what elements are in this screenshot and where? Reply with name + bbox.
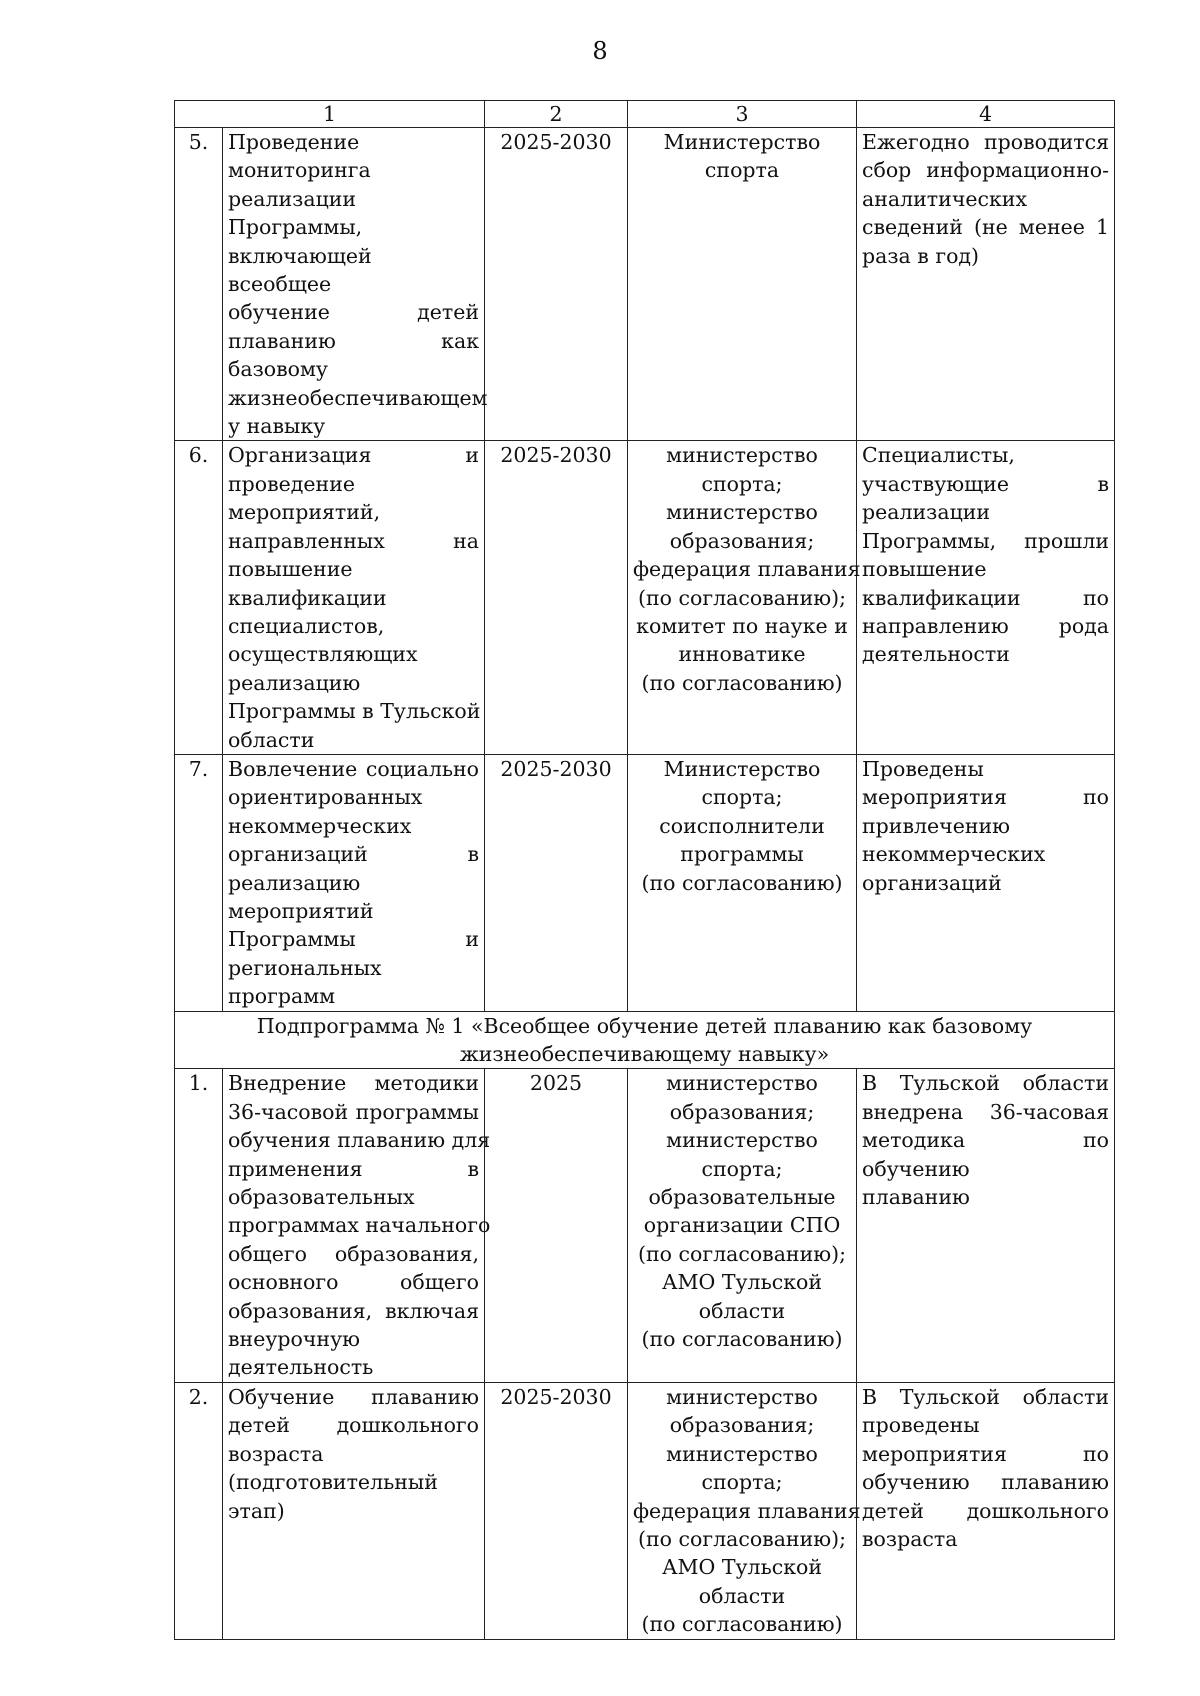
measure-name [223, 128, 488, 441]
executor-line: области [698, 1298, 786, 1323]
result-line: обучению плаванию [862, 1470, 1110, 1495]
result-line: Программы, прошли [862, 528, 1110, 553]
executor-line: АМО Тульской [661, 1270, 823, 1295]
executor-line: образовательные [648, 1185, 836, 1210]
measure-name-line: образования, включая [228, 1298, 480, 1323]
measure-name-line: организаций в [228, 842, 480, 867]
executor-line: АМО Тульской [661, 1555, 823, 1580]
measure-name-line: ориентированных [228, 785, 423, 810]
result-line: методика по обучению [862, 1128, 1110, 1181]
measure-name-line: реализации [228, 186, 357, 211]
responsible-executors [628, 128, 857, 441]
subprogram-title-line: Подпрограмма № 1 «Всеобщее обучение детей плаванию как базовому [256, 1013, 1033, 1038]
subprogram-header-row [175, 1011, 1115, 1069]
executor-line: организации СПО [643, 1213, 841, 1238]
measure-name-line: осуществляющих [228, 642, 418, 667]
subprogram-title [175, 1011, 1115, 1069]
measures-table [174, 100, 1115, 1640]
result-line: детей дошкольного [862, 1498, 1110, 1523]
result-line: привлечению [862, 813, 1011, 838]
measure-name-line: специалистов, [228, 613, 385, 638]
executor-line: (по согласованию) [641, 1612, 843, 1637]
result-line: плаванию [862, 1185, 970, 1210]
table-row [175, 1069, 1115, 1382]
result-line: проведены [862, 1413, 980, 1438]
measure-name-line: программ [228, 984, 336, 1009]
measure-name-line: Организация и [228, 443, 480, 468]
result-line: мероприятия по [862, 1441, 1110, 1466]
responsible-executors [628, 441, 861, 754]
table-row [175, 1382, 1115, 1639]
row-number: 6. [175, 441, 223, 754]
result-line: повышение [862, 557, 987, 582]
executor-line: спорта; [701, 1156, 783, 1181]
column-header-1: 1 [175, 101, 485, 128]
executor-line: федерация плавания [633, 1498, 861, 1523]
executor-line: (по согласованию) [641, 870, 843, 895]
measure-name-line: реализацию [228, 670, 361, 695]
measure-name-line: мероприятий [228, 898, 374, 923]
executor-line: (по согласованию) [641, 670, 843, 695]
executor-line: (по согласованию); [638, 1241, 847, 1266]
measure-name [223, 441, 485, 754]
subprogram-title-line: жизнеобеспечивающему навыку» [459, 1042, 830, 1066]
measure-name-line: жизнеобеспечивающем [228, 385, 488, 410]
measure-name-line: направленных на [228, 528, 480, 553]
implementation-period: 2025-2030 [485, 128, 628, 441]
page-number: 8 [592, 37, 608, 65]
executor-line: программы [680, 842, 804, 867]
measure-name [223, 1382, 485, 1639]
executor-line: министерство [666, 443, 818, 468]
measure-name-line: этап) [228, 1498, 285, 1523]
measure-name-line: обучение детей [228, 300, 480, 325]
result-line: квалификации по [862, 585, 1110, 610]
responsible-executors [628, 1382, 861, 1639]
executor-line: образования; [669, 1099, 815, 1124]
measure-name-line: региональных [228, 955, 382, 980]
result-line: Специалисты, [862, 443, 1015, 468]
implementation-period: 2025-2030 [485, 754, 628, 1011]
row-number: 2. [175, 1382, 223, 1639]
row-number: 7. [175, 754, 223, 1011]
measure-name-line: Проведение [228, 130, 360, 154]
executor-line: спорта; [701, 471, 783, 496]
result-line: аналитических [862, 186, 1028, 211]
result-line: возраста [862, 1526, 958, 1551]
measure-name [223, 1069, 491, 1382]
table-row [175, 754, 1115, 1011]
result-line: сбор информационно- [862, 158, 1110, 183]
expected-result [857, 128, 1115, 441]
result-line: Ежегодно проводится [862, 130, 1110, 154]
result-line: направлению рода [862, 613, 1110, 638]
executor-line: федерация плавания [633, 557, 861, 582]
expected-result [857, 441, 1115, 754]
measure-name-line: возраста [228, 1441, 324, 1466]
executor-line: министерство [666, 1128, 818, 1153]
measure-name-line: Программы в Тульской [228, 699, 481, 724]
executor-line: (по согласованию); [638, 585, 847, 610]
measure-name-line: (подготовительный [228, 1470, 438, 1495]
result-line: мероприятия по [862, 785, 1110, 810]
measure-name [223, 754, 485, 1011]
executor-line: образования; [669, 528, 815, 553]
table-row [175, 441, 1115, 754]
executor-line: образования; [669, 1413, 815, 1438]
executor-line: соисполнители [659, 813, 825, 838]
executor-line: спорта; [701, 785, 783, 810]
measure-name-line: деятельность [228, 1355, 374, 1380]
result-line: участвующие в [862, 471, 1110, 496]
measure-name-line: Внедрение методики [228, 1071, 480, 1096]
measure-name-line: Программы, [228, 215, 363, 240]
measure-name-line: образовательных [228, 1185, 415, 1210]
executor-line: области [698, 1583, 786, 1608]
result-line: деятельности [862, 642, 1010, 667]
result-line: сведений (не менее 1 [862, 215, 1110, 240]
measure-name-line: повышение [228, 557, 353, 582]
executor-line: министерство [666, 1071, 818, 1096]
measure-name-line: программах начального [228, 1213, 491, 1238]
measure-name-line: 36-часовой программы [228, 1099, 480, 1124]
measure-name-line: у навыку [228, 414, 326, 439]
implementation-period: 2025-2030 [485, 441, 628, 754]
measure-name-line: детей дошкольного [228, 1413, 480, 1438]
measure-name-line: внеурочную [228, 1327, 360, 1352]
executor-line: комитет по науке и [636, 613, 848, 638]
column-header-3: 3 [628, 101, 857, 128]
executor-line: (по согласованию) [641, 1327, 843, 1352]
measures-body [175, 128, 1115, 1012]
executor-line: Министерство [663, 130, 821, 154]
result-line: некоммерческих [862, 842, 1046, 867]
responsible-executors [628, 754, 857, 1011]
executor-line: Министерство [663, 756, 821, 781]
executor-line: министерство [666, 500, 818, 525]
expected-result [857, 1069, 1115, 1382]
measure-name-line: квалификации [228, 585, 387, 610]
result-line: внедрена 36-часовая [862, 1099, 1110, 1124]
measure-name-line: включающей всеобщее [228, 243, 372, 297]
executor-line: министерство [666, 1384, 818, 1409]
result-line: Проведены [862, 756, 984, 781]
measure-name-line: Вовлечение социально [228, 756, 480, 781]
measure-name-line: Программы и [228, 927, 480, 952]
expected-result [857, 1382, 1115, 1639]
column-numbers-row [175, 101, 1115, 128]
result-line: реализации [862, 500, 991, 525]
result-line: В Тульской области [862, 1071, 1110, 1096]
row-number: 1. [175, 1069, 223, 1382]
executor-line: министерство [666, 1441, 818, 1466]
table-row [175, 128, 1115, 441]
measure-name-line: мероприятий, [228, 500, 381, 525]
subprogram-measures-body [175, 1069, 1115, 1639]
measure-name-line: применения в [228, 1156, 480, 1181]
result-line: раза в год) [862, 243, 980, 268]
executor-line: инноватике [678, 642, 806, 667]
measure-name-line: мониторинга [228, 158, 371, 183]
column-header-4: 4 [857, 101, 1115, 128]
measure-name-line: общего образования, [228, 1241, 480, 1266]
measure-name-line: реализацию [228, 870, 361, 895]
measure-name-line: области [228, 727, 315, 752]
expected-result [857, 754, 1115, 1011]
subprogram-section [175, 1011, 1115, 1069]
executor-line: (по согласованию); [638, 1526, 847, 1551]
row-number: 5. [175, 128, 223, 441]
measure-name-line: Обучение плаванию [228, 1384, 480, 1409]
result-line: организаций [862, 870, 1002, 895]
column-header-2: 2 [485, 101, 628, 128]
measure-name-line: обучения плаванию для [228, 1128, 491, 1153]
executor-line: спорта; [701, 1470, 783, 1495]
measure-name-line: некоммерческих [228, 813, 412, 838]
measure-name-line: проведение [228, 471, 356, 496]
result-line: В Тульской области [862, 1384, 1110, 1409]
measure-name-line: основного общего [228, 1270, 480, 1295]
responsible-executors [628, 1069, 857, 1382]
executor-line: спорта [704, 158, 780, 183]
measure-name-line: плаванию как базовому [228, 328, 480, 382]
implementation-period: 2025-2030 [485, 1382, 628, 1639]
implementation-period: 2025 [485, 1069, 628, 1382]
